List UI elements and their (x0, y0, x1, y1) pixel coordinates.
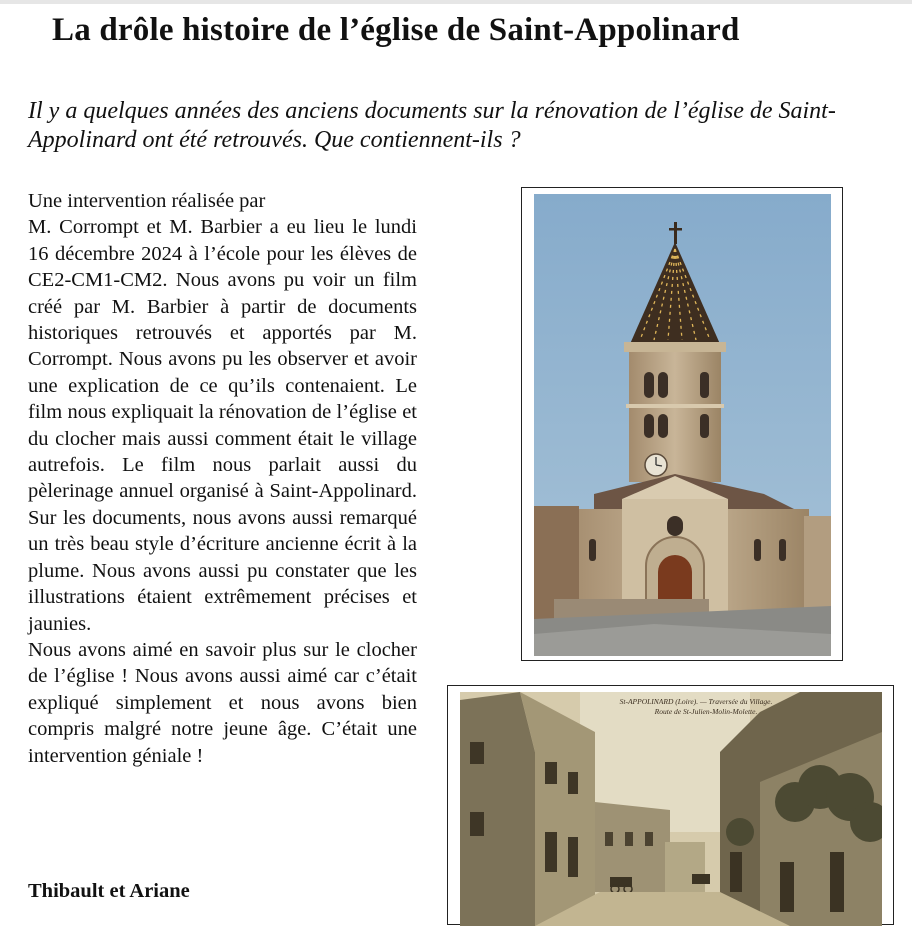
article-author: Thibault et Ariane (28, 880, 190, 902)
article-first-line: Une intervention réalisée par (28, 190, 266, 212)
church-photo-icon (534, 194, 831, 656)
church-photo-frame (521, 187, 843, 661)
postcard-caption-line2: Route de St-Julien-Molin-Molette. (654, 707, 758, 716)
article-body (28, 188, 417, 769)
article-title: La drôle histoire de l’église de Saint-Appolinard (52, 12, 740, 48)
article-paragraph-2: Nous avons aimé en savoir plus sur le clocher de l’église ! Nous avons aussi aimé car c’était expliqué simplement et nous avons bien compris malgré notre jeune âge. C’était une intervention géniale ! (28, 638, 417, 767)
article-intro: Il y a quelques années des anciens documents sur la rénovation de l’église de Saint-Appolinard ont été retrouvés. Que contiennent-ils ? (28, 98, 836, 153)
postcard-caption-line1: St-APPOLINARD (Loire). — Traversée du Village. (619, 697, 773, 706)
top-divider (0, 0, 912, 4)
postcard-frame (447, 685, 894, 925)
article-paragraph-1: M. Corrompt et M. Barbier a eu lieu le lundi 16 décembre 2024 à l’école pour les élèves de CE2-CM1-CM2. Nous avons pu voir un film créé par M. Barbier à partir de documents historiques retrouvés et apportés par M. Corrompt. Nous avons pu les observer et avoir une explication de ce qu’ils contenaient. Le film nous expliquait la rénovation de l’église et du clocher mais aussi comment était le village autrefois. Le film nous parlait aussi du pèlerinage annuel organisé à Saint-Appolinard. Sur les documents, nous avons aussi remarqué un très beau style d’écriture ancienne écrit à la plume. Nous avons aussi pu constater que les illustrations étaient extrêmement précises et jaunies. (28, 216, 417, 635)
village-postcard-icon (460, 692, 882, 926)
